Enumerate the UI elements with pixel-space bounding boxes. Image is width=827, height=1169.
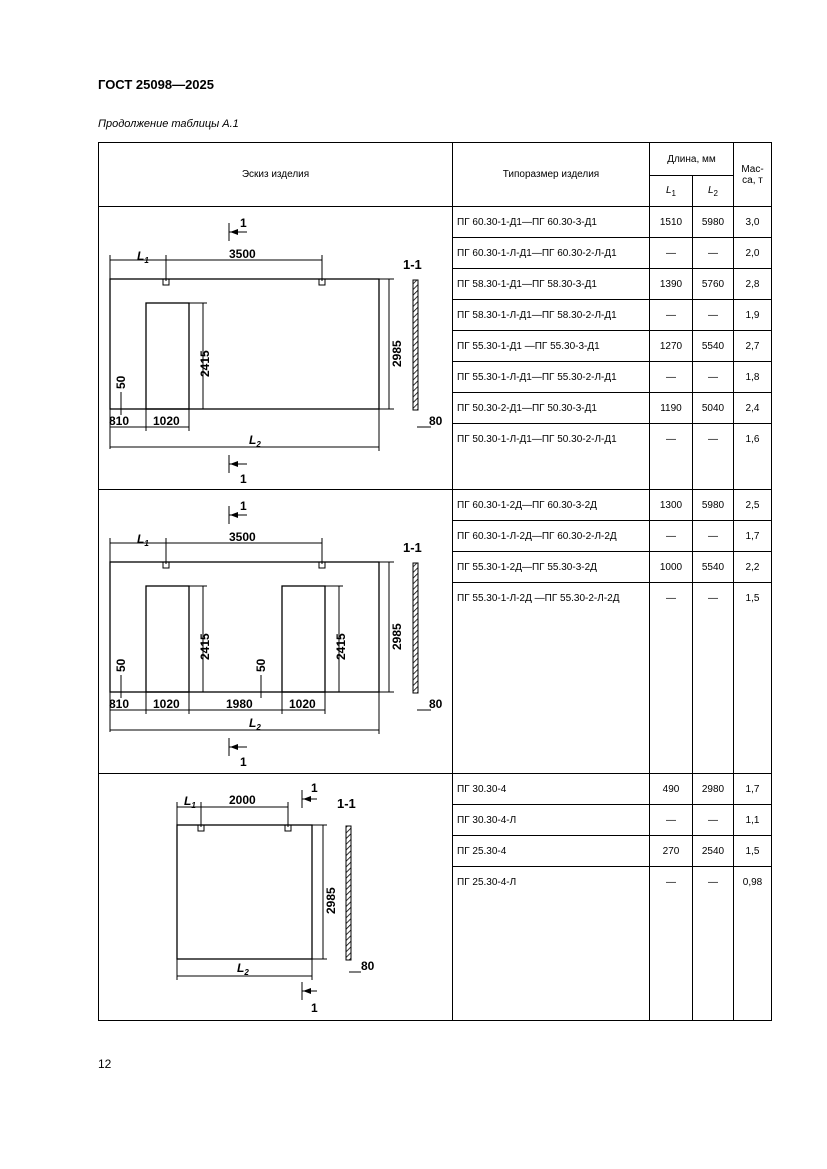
product-l2: — — [693, 805, 733, 836]
group-2-l2 — [693, 490, 734, 774]
product-l1: — — [650, 521, 692, 552]
product-typesize: ПГ 60.30-1-2Д—ПГ 60.30-3-2Д — [453, 490, 649, 521]
product-mass: 2,0 — [734, 238, 771, 269]
dim-thickness: 80 — [429, 697, 443, 711]
col-header-l2: $L_2$ — [693, 176, 734, 207]
product-typesize: ПГ 60.30-1-Д1—ПГ 60.30-3-Д1 — [453, 207, 649, 238]
product-l2: 5040 — [693, 393, 733, 424]
product-mass: 1,9 — [734, 300, 771, 331]
group-2-mass — [734, 490, 772, 774]
product-l1: 1510 — [650, 207, 692, 238]
dim-l1: $L_1$ — [137, 532, 149, 548]
product-l2: — — [708, 593, 718, 604]
product-l2: — — [693, 521, 733, 552]
product-l2: 5540 — [693, 331, 733, 362]
product-mass: 1,7 — [734, 774, 771, 805]
product-mass: 2,4 — [734, 393, 771, 424]
section-mark-top: 1 — [240, 216, 247, 230]
product-mass: 2,5 — [734, 490, 771, 521]
product-l1: — — [666, 434, 676, 445]
product-typesize: ПГ 60.30-1-Л-Д1—ПГ 60.30-2-Л-Д1 — [453, 238, 649, 269]
dim-top: 3500 — [229, 247, 256, 261]
group-3-names — [453, 774, 650, 1021]
product-l2: 2540 — [693, 836, 733, 867]
product-l1: 1390 — [650, 269, 692, 300]
product-l2: — — [693, 238, 733, 269]
product-typesize: ПГ 55.30-1-Д1 —ПГ 55.30-3-Д1 — [453, 331, 649, 362]
product-typesize: ПГ 58.30-1-Д1—ПГ 58.30-3-Д1 — [453, 269, 649, 300]
dim-l2: $L_2$ — [237, 961, 249, 977]
dim-l1: $L_1$ — [137, 249, 149, 265]
product-l2: — — [708, 877, 718, 888]
section-mark-bottom: 1 — [311, 1001, 318, 1015]
document-standard-code: ГОСТ 25098—2025 — [98, 77, 214, 92]
sketch-single-door-panel — [99, 207, 453, 490]
product-typesize: ПГ 58.30-1-Л-Д1—ПГ 58.30-2-Л-Д1 — [453, 300, 649, 331]
product-l1: — — [666, 593, 676, 604]
product-typesize: ПГ 30.30-4-Л — [453, 805, 649, 836]
product-mass: 1,6 — [745, 434, 760, 445]
product-mass: 3,0 — [734, 207, 771, 238]
group-2-l1 — [650, 490, 693, 774]
dim-opening-height-2: 2415 — [334, 633, 348, 660]
dim-top: 2000 — [229, 793, 256, 807]
product-l1: — — [666, 877, 676, 888]
panel-drawing-1 — [99, 207, 452, 489]
section-mark-top: 1 — [311, 781, 318, 795]
dim-thickness: 80 — [361, 959, 375, 973]
product-l2: — — [693, 362, 733, 393]
product-typesize: ПГ 55.30-1-Л-2Д —ПГ 55.30-2-Л-2Д — [457, 593, 620, 604]
product-l1: — — [650, 362, 692, 393]
dim-l2: $L_2$ — [249, 716, 261, 732]
col-header-sketch: Эскиз изделия — [99, 143, 453, 207]
group-1-l2 — [693, 207, 734, 490]
col-header-length: Длина, мм — [650, 143, 734, 176]
dim-top: 3500 — [229, 530, 256, 544]
product-typesize: ПГ 30.30-4 — [453, 774, 649, 805]
product-mass: 2,7 — [734, 331, 771, 362]
product-l1: 1190 — [650, 393, 692, 424]
col-header-typesize: Типоразмер изделия — [453, 143, 650, 207]
dim-sill-2: 50 — [254, 658, 268, 672]
product-l2: 2980 — [693, 774, 733, 805]
product-mass: 2,2 — [734, 552, 771, 583]
product-typesize: ПГ 50.30-2-Д1—ПГ 50.30-3-Д1 — [453, 393, 649, 424]
page-number: 12 — [98, 1057, 112, 1071]
dim-gap: 1980 — [226, 697, 253, 711]
product-l2: 5980 — [693, 490, 733, 521]
product-l1: 270 — [650, 836, 692, 867]
section-label: 1-1 — [403, 257, 422, 272]
product-l1: 490 — [650, 774, 692, 805]
product-mass: 2,8 — [734, 269, 771, 300]
group-1-names — [453, 207, 650, 490]
product-typesize: ПГ 55.30-1-Л-Д1—ПГ 55.30-2-Л-Д1 — [453, 362, 649, 393]
sketch-double-door-panel — [99, 490, 453, 774]
dim-opening-width: 1020 — [153, 414, 180, 428]
group-2-names — [453, 490, 650, 774]
product-l1: — — [650, 805, 692, 836]
product-l2: — — [708, 434, 718, 445]
dim-l2: $L_2$ — [249, 433, 261, 449]
group-3-l1 — [650, 774, 693, 1021]
dim-opening-width-1: 1020 — [153, 697, 180, 711]
product-mass: 1,5 — [745, 593, 760, 604]
product-l1: 1000 — [650, 552, 692, 583]
dim-sill-1: 50 — [114, 658, 128, 672]
dim-opening-height: 2415 — [198, 350, 212, 377]
product-typesize: ПГ 25.30-4-Л — [457, 877, 517, 888]
panel-drawing-3 — [99, 774, 452, 1020]
products-table — [98, 142, 772, 1021]
dim-height: 2985 — [390, 340, 404, 367]
dim-l1: $L_1$ — [184, 794, 196, 810]
product-l2: 5760 — [693, 269, 733, 300]
dim-height: 2985 — [390, 623, 404, 650]
section-mark-top: 1 — [240, 499, 247, 513]
product-l1: 1270 — [650, 331, 692, 362]
product-typesize: ПГ 50.30-1-Л-Д1—ПГ 50.30-2-Л-Д1 — [457, 434, 617, 445]
dim-height: 2985 — [324, 887, 338, 914]
col-header-l1: $L_1$ — [650, 176, 693, 207]
dim-left-offset: 810 — [109, 697, 130, 711]
product-typesize: ПГ 60.30-1-Л-2Д—ПГ 60.30-2-Л-2Д — [453, 521, 649, 552]
product-mass: 1,8 — [734, 362, 771, 393]
product-mass: 1,7 — [734, 521, 771, 552]
panel-drawing-2 — [99, 490, 452, 773]
product-mass: 1,5 — [734, 836, 771, 867]
product-mass: 0,98 — [742, 877, 763, 888]
group-3-mass — [734, 774, 772, 1021]
col-header-mass: Мас-са, т — [734, 143, 772, 207]
section-label: 1-1 — [337, 796, 356, 811]
group-1-mass — [734, 207, 772, 490]
product-l2: 5980 — [693, 207, 733, 238]
sketch-solid-panel — [99, 774, 453, 1021]
section-label: 1-1 — [403, 540, 422, 555]
dim-thickness: 80 — [429, 414, 443, 428]
product-l1: — — [650, 300, 692, 331]
product-l2: — — [693, 300, 733, 331]
product-mass: 1,1 — [734, 805, 771, 836]
table-continuation-caption: Продолжение таблицы А.1 — [98, 118, 239, 130]
group-3-l2 — [693, 774, 734, 1021]
group-1-l1 — [650, 207, 693, 490]
section-mark-bottom: 1 — [240, 472, 247, 486]
dim-left-offset: 810 — [109, 414, 130, 428]
product-l1: 1300 — [650, 490, 692, 521]
product-l1: — — [650, 238, 692, 269]
dim-opening-width-2: 1020 — [289, 697, 316, 711]
product-l2: 5540 — [693, 552, 733, 583]
product-typesize: ПГ 25.30-4 — [453, 836, 649, 867]
section-mark-bottom: 1 — [240, 755, 247, 769]
product-typesize: ПГ 55.30-1-2Д—ПГ 55.30-3-2Д — [453, 552, 649, 583]
dim-sill: 50 — [114, 375, 128, 389]
dim-opening-height-1: 2415 — [198, 633, 212, 660]
